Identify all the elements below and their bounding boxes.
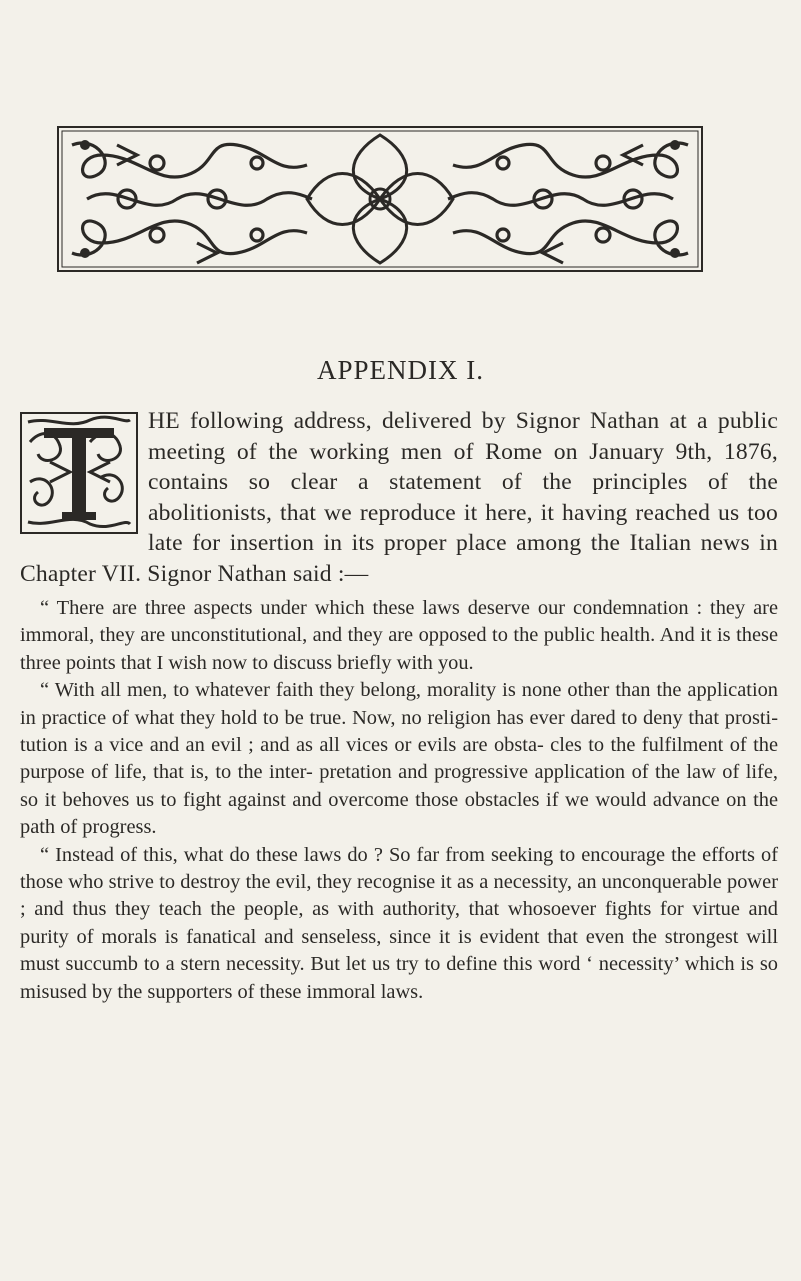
paragraph-3: “ Instead of this, what do these laws do ? So far from seeking to encourage the efforts of those who strive to destroy the evil, they recognise it as a necessity, an unconquerable power ; and thus they teach the people, as with authority, that whosoever fights for virtue and purity of morals is fanatical and senseless, since it is evident that even the strongest will must succumb to a stern necessity. But let us try to define this word ‘ necessity’ which is so misused by the supporters of these immoral laws.	[20, 843, 778, 1003]
intro-text: HE following address, delivered by Signor Nathan at a public meeting of the working men of Rome on January 9th, 1876, contains so clear a statement of the principles of the abolitionists, that we reproduce it here, it having reached us too late for insertion in its proper place among the Italian news in Chapter VII. Signor Nathan said :—	[20, 408, 778, 587]
body-text	[20, 406, 778, 1006]
paragraph-2: “ With all men, to whatever faith they belong, morality is none other than the application in practice of what they hold to be true. Now, no religion has ever dared to deny that prosti- tution is a vice and an evil ; and as all vices or evils are obsta- cles to the fulfilment of the purpose of life, that is, to the inter- pretation and progressive application of the law of life, so it behoves us to fight against and overcome those obstacles if we would advance on the path of progress.	[20, 679, 778, 839]
ornamental-dropcap	[20, 412, 138, 534]
paragraph-1: “ There are three aspects under which these laws deserve our condemnation : they are immoral, they are unconstitutional, and they are opposed to the public health. And it is these three points that I wish now to discuss briefly with you.	[20, 597, 778, 674]
ornamental-headpiece	[57, 125, 703, 273]
appendix-title: APPENDIX I.	[316, 355, 484, 385]
intro-paragraph	[20, 406, 778, 589]
